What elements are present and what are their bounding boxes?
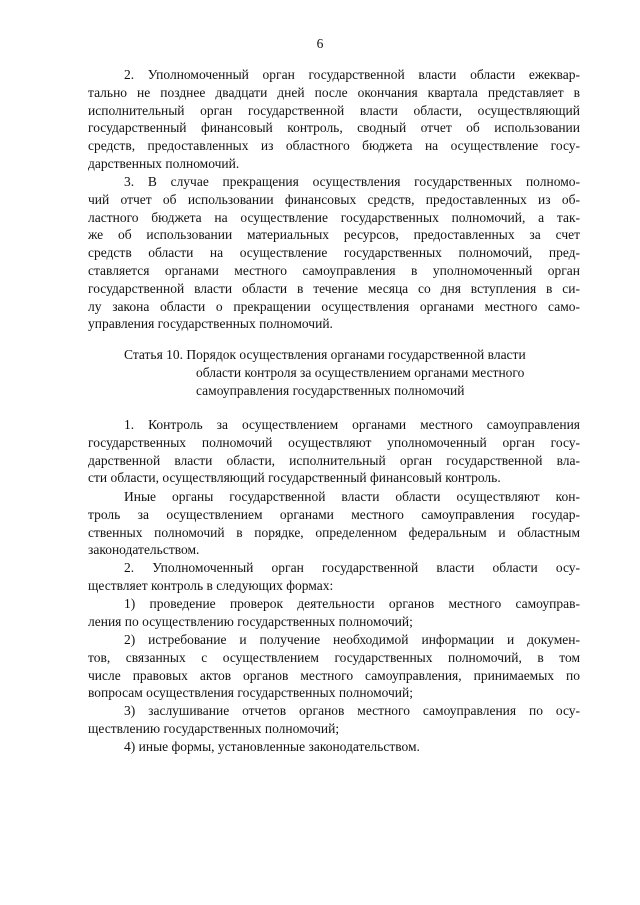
text-line: сти области, осуществляющий государственный финансовый контроль. — [88, 470, 501, 486]
text-line: дарственных полномочий. — [88, 155, 240, 171]
heading-line: области контроля за осуществлением органами местного — [196, 364, 525, 380]
text-line: 2) истребование и получение необходимой информации и докумен- — [124, 632, 580, 647]
text-line: 4) иные формы, установленные законодательством. — [124, 739, 420, 754]
paragraph-reporting — [88, 66, 580, 173]
text-line: же об использовании материальных ресурсов, предоставленных за счет — [88, 227, 580, 243]
text-line: средств области на осуществление государственных полномочий, пред- — [88, 245, 580, 261]
text-line: ственных полномочий в порядке, определенном федеральным и областным — [88, 524, 580, 540]
paragraph-control-forms — [88, 559, 580, 595]
text-line: чий отчет об использовании финансовых средств, предоставленных из об- — [88, 191, 580, 207]
text-line: ставляется органами местного самоуправления в уполномоченный орган — [88, 262, 580, 278]
text-line: средств, предоставленных из областного бюджета на осуществление госу- — [88, 138, 580, 154]
text-line: 2. Уполномоченный орган государственной власти области осу- — [124, 560, 580, 575]
text-line: числе правовых актов органов местного самоуправления, принимаемых по — [88, 667, 580, 683]
text-line: вопросам осуществления государственных полномочий; — [88, 685, 414, 701]
list-item-inspections — [88, 595, 580, 631]
text-line: тов, связанных с осуществлением государственных полномочий, в том — [88, 649, 580, 665]
text-line: государственных полномочий осуществляют уполномоченный орган госу- — [88, 434, 580, 450]
list-item-hearing-reports — [88, 702, 580, 738]
text-line: лу закона области о прекращении осуществления органами местного само- — [88, 298, 580, 314]
text-line: Иные органы государственной власти области осуществляют кон- — [124, 489, 580, 504]
text-line: 3. В случае прекращения осуществления государственных полномо- — [124, 174, 580, 189]
list-item-other-forms — [88, 738, 580, 756]
text-line: государственный финансовый контроль, сводный отчет об использовании — [88, 120, 580, 136]
paragraph-termination — [88, 173, 580, 333]
text-line: государственной власти области в течение месяца со дня вступления в си- — [88, 280, 580, 296]
heading-line: самоуправления государственных полномочий — [196, 382, 465, 398]
text-line: ществляет контроль в следующих формах: — [88, 577, 334, 593]
text-line: 2. Уполномоченный орган государственной власти области ежеквар- — [124, 67, 580, 82]
list-item-information-requests — [88, 631, 580, 702]
text-line: 3) заслушивание отчетов органов местного самоуправления по осу- — [124, 703, 580, 718]
text-line: ластного бюджета на осуществление государственных полномочий, а так- — [88, 209, 580, 225]
text-line: исполнительный орган государственной власти области, осуществляющий — [88, 102, 580, 118]
page-number: 6 — [316, 36, 324, 51]
paragraph-control-bodies — [88, 416, 580, 487]
text-line: ществлению государственных полномочий; — [88, 720, 340, 736]
paragraph-other-bodies — [88, 488, 580, 559]
text-line: законодательством. — [88, 542, 200, 558]
text-line: 1) проведение проверок деятельности органов местного самоуправ- — [124, 596, 580, 611]
text-line: ления по осуществлению государственных полномочий; — [88, 613, 413, 629]
text-line: тально не позднее двадцати дней после окончания квартала представляет в — [88, 84, 580, 100]
text-line: управления государственных полномочий. — [88, 316, 333, 332]
text-line: троль за осуществлением органами местного самоуправления государ- — [88, 506, 580, 522]
text-line: 1. Контроль за осуществлением органами местного самоуправления — [124, 417, 580, 432]
text-line: дарственной власти области, исполнительный орган государственной вла- — [88, 452, 580, 468]
heading-line: Статья 10. Порядок осуществления органами государственной власти — [124, 347, 526, 362]
article-heading — [88, 346, 580, 399]
